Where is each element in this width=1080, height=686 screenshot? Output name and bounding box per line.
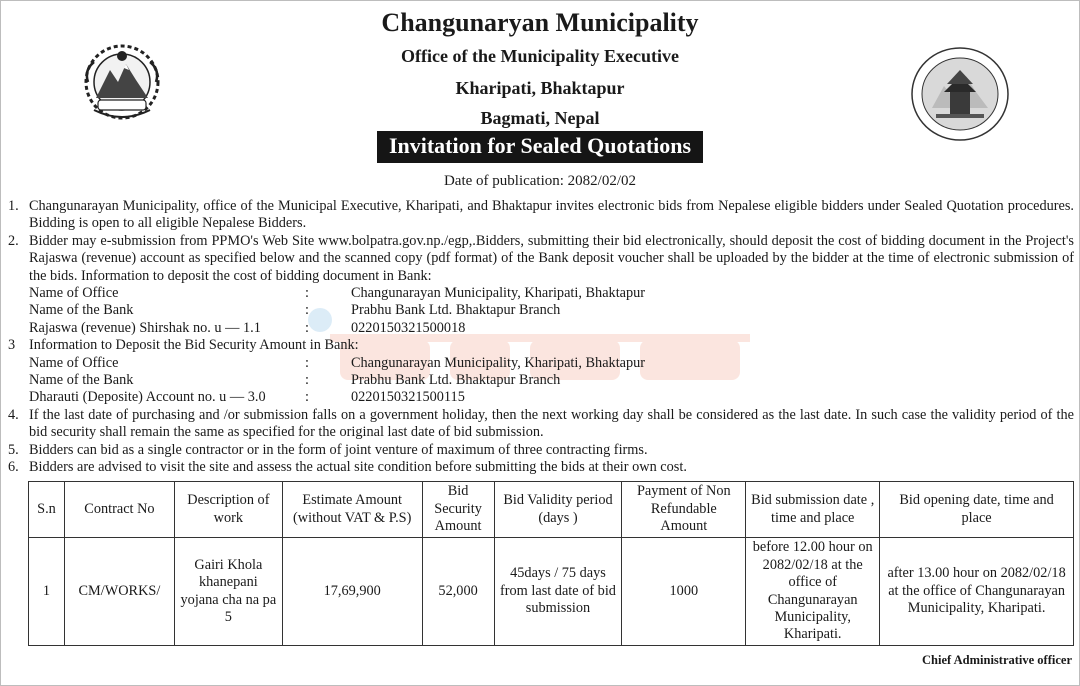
clause-4: 4. If the last date of purchasing and /or submission falls on a government holiday, then the next working day shall be considered as the last date. In such case the validity period of the bid security shall remain the same as specified for the original last date of bid submission. xyxy=(8,406,1074,441)
col-header-opening: Bid opening date, time and place xyxy=(880,482,1074,538)
office-region: Bagmati, Nepal xyxy=(480,108,600,128)
clause-3: 3 Information to Deposit the Bid Security Amount in Bank: xyxy=(8,337,359,354)
col-header-submission: Bid submission date , time and place xyxy=(746,482,880,538)
signoff: Chief Administrative officer xyxy=(922,653,1072,667)
cell-sn: 1 xyxy=(29,538,65,646)
cell-bid-security: 52,000 xyxy=(422,538,494,646)
table-row xyxy=(29,538,1074,646)
revenue-office-row: Name of Office : Changunarayan Municipality, Kharipati, Bhaktapur xyxy=(29,285,646,302)
revenue-account-row: Rajaswa (revenue) Shirshak no. u — 1.1 : 0220150321500018 xyxy=(29,319,466,336)
col-header-sn: S.n xyxy=(29,482,65,538)
office-location: Kharipati, Bhaktapur xyxy=(455,78,625,98)
col-header-payment: Payment of Non Refundable Amount xyxy=(622,482,746,538)
security-account-row: Dharauti (Deposite) Account no. u — 3.0 : 0220150321500115 xyxy=(29,389,465,406)
quotation-table xyxy=(28,481,1074,646)
clause-5: 5. Bidders can bid as a single contractor or in the form of joint venture of maximum of three contracting firms. xyxy=(8,441,648,458)
revenue-bank-row: Name of the Bank : Prabhu Bank Ltd. Bhaktapur Branch xyxy=(29,302,561,319)
clause-1: 1. Changunarayan Municipality, office of the Municipal Executive, Kharipati, and Bhaktapur invites electronic bids from Nepalese eligible bidders under Sealed Quotation procedures. Bidding is open to all eligible Nepalese Bidders. xyxy=(8,198,1074,232)
security-bank-row: Name of the Bank : Prabhu Bank Ltd. Bhaktapur Branch xyxy=(29,372,561,389)
cell-submission: before 12.00 hour on 2082/02/18 at the office of Changunarayan Municipality, Kharipati. xyxy=(746,538,880,646)
col-header-description: Description of work xyxy=(174,482,282,538)
notice-title: Invitation for Sealed Quotations xyxy=(377,131,703,163)
col-header-validity: Bid Validity period (days ) xyxy=(494,482,622,538)
clause-2: 2. Bidder may e-submission from PPMO's Web Site www.bolpatra.gov.np./egp,.Bidders, submitting their bid electronically, should deposit the cost of bidding document in the Project's Rajaswa (revenue) account as specified below and the scanned copy (pdf format) of the Bank deposit voucher shall be uploaded by the bidder at the time of electronic submission of the bids. Information to deposit the cost of bidding document in Bank: xyxy=(8,232,1074,284)
office-name: Office of the Municipality Executive xyxy=(401,46,679,66)
cell-validity: 45days / 75 days from last date of bid submission xyxy=(494,538,622,646)
cell-estimate: 17,69,900 xyxy=(282,538,422,646)
cell-contract-no: CM/WORKS/ xyxy=(64,538,174,646)
org-name: Changunaryan Municipality xyxy=(381,8,699,37)
cell-description: Gairi Khola khanepani yojana cha na pa 5 xyxy=(174,538,282,646)
col-header-bid-security: Bid Security Amount xyxy=(422,482,494,538)
col-header-estimate: Estimate Amount (without VAT & P.S) xyxy=(282,482,422,538)
cell-opening: after 13.00 hour on 2082/02/18 at the office of Changunarayan Municipality, Kharipati. xyxy=(880,538,1074,646)
clause-6: 6. Bidders are advised to visit the site and assess the actual site condition before submitting the bids at their own cost. xyxy=(8,459,687,476)
col-header-contract-no: Contract No xyxy=(64,482,174,538)
security-office-row: Name of Office : Changunarayan Municipality, Kharipati, Bhaktapur xyxy=(29,354,646,371)
publication-date: Date of publication: 2082/02/02 xyxy=(443,173,637,189)
cell-payment: 1000 xyxy=(622,538,746,646)
notice-body xyxy=(8,198,1074,477)
table-header-row xyxy=(29,482,1074,538)
